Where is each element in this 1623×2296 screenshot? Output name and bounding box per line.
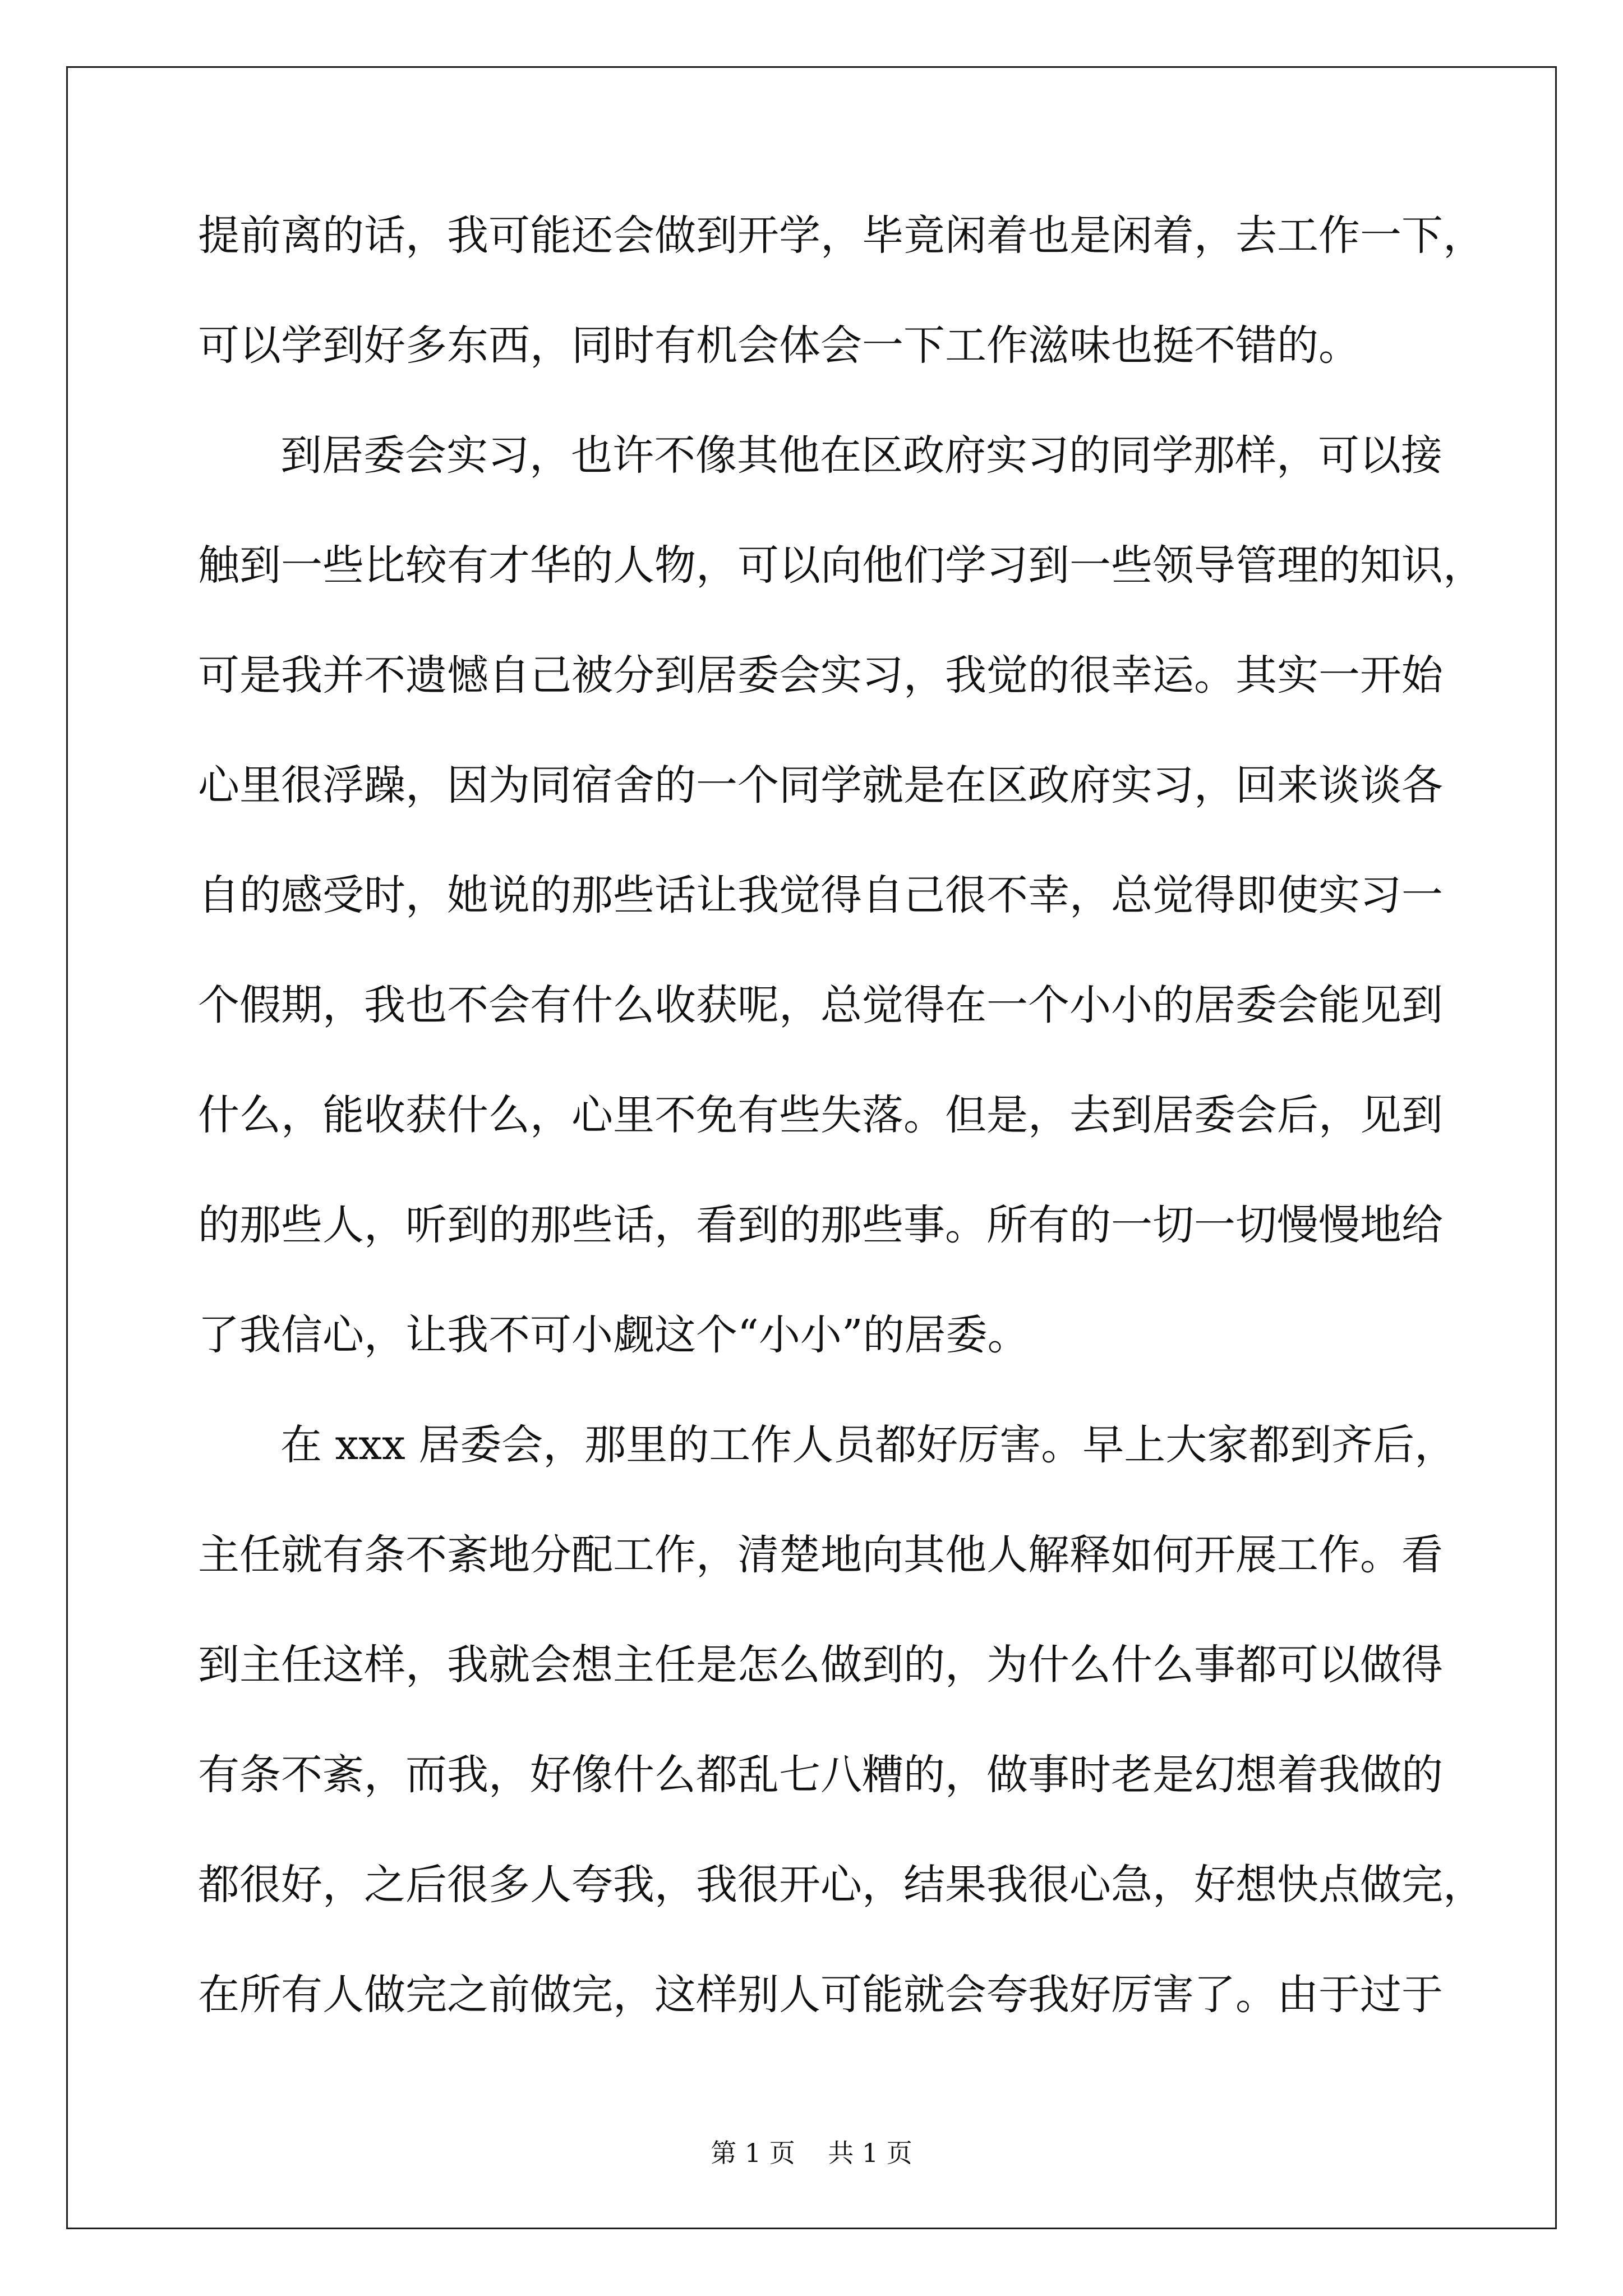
body-line-4: 触到一些比较有才华的人物，可以向他们学习到一些领导管理的知识， <box>198 541 1484 590</box>
body-line-3: 到居委会实习，也许不像其他在区政府实习的同学那样，可以接 <box>280 431 1442 480</box>
body-line-6: 心里很浮躁，因为同宿舍的一个同学就是在区政府实习，回来谈谈各 <box>198 761 1443 809</box>
body-line-9: 什么，能收获什么，心里不免有些失落。但是，去到居委会后，见到 <box>198 1091 1443 1139</box>
body-line-14: 到主任这样，我就会想主任是怎么做到的，为什么什么事都可以做得 <box>198 1641 1443 1689</box>
body-line-13: 主任就有条不紊地分配工作，清楚地向其他人解释如何开展工作。看 <box>198 1531 1443 1579</box>
body-line-8: 个假期，我也不会有什么收获呢，总觉得在一个小小的居委会能见到 <box>198 981 1443 1029</box>
page-number-footer: 第 1 页 共 1 页 <box>711 2138 912 2168</box>
body-line-1: 提前离的话，我可能还会做到开学，毕竟闲着也是闲着，去工作一下， <box>198 211 1484 260</box>
body-line-15: 有条不紊，而我，好像什么都乱七八糟的，做事时老是幻想着我做的 <box>198 1751 1443 1799</box>
body-line-2: 可以学到好多东西，同时有机会体会一下工作滋味也挺不错的。 <box>198 321 1360 370</box>
body-line-17: 在所有人做完之前做完，这样别人可能就会夸我好厉害了。由于过于 <box>198 1971 1443 2019</box>
body-line-12: 在 xxx 居委会，那里的工作人员都好厉害。早上大家都到齐后， <box>280 1421 1456 1469</box>
body-line-10: 的那些人，听到的那些话，看到的那些事。所有的一切一切慢慢地给 <box>198 1201 1443 1249</box>
body-line-5: 可是我并不遗憾自己被分到居委会实习，我觉的很幸运。其实一开始 <box>198 651 1443 700</box>
body-line-7: 自的感受时，她说的那些话让我觉得自己很不幸，总觉得即使实习一 <box>198 871 1443 919</box>
body-line-16: 都很好，之后很多人夸我，我很开心，结果我很心急，好想快点做完， <box>198 1861 1484 1909</box>
body-line-11: 了我信心，让我不可小觑这个“小小”的居委。 <box>198 1311 1029 1359</box>
